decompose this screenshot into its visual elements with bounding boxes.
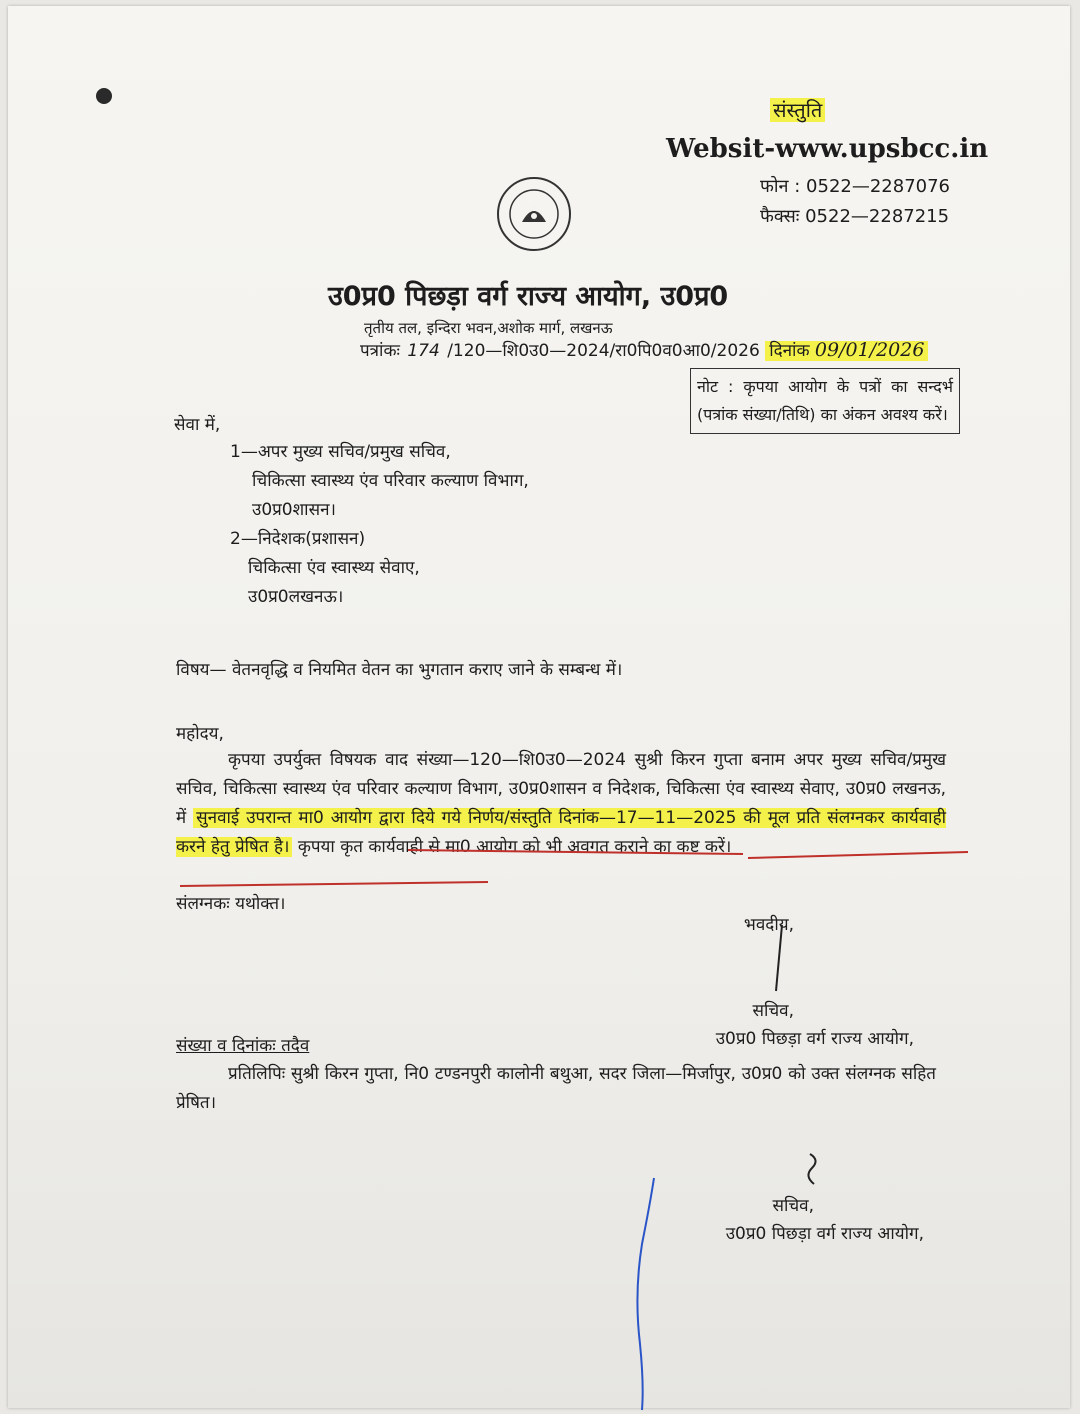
organisation: उ0प्र0 पिछड़ा वर्ग राज्य आयोग, [725, 1224, 924, 1244]
commission-title: उ0प्र0 पिछड़ा वर्ग राज्य आयोग, उ0प्र0 [328, 281, 729, 312]
document-page [8, 6, 1070, 1408]
copy-text-block [176, 1060, 936, 1118]
commission-address: तृतीय तल, इन्दिरा भवन,अशोक मार्ग, लखनऊ [364, 319, 613, 337]
enclosure-line: संलग्नकः यथोक्त। [176, 894, 286, 914]
date-highlight [765, 341, 928, 361]
date-label: दिनांक [769, 341, 810, 361]
addressee-line: उ0प्र0लखनऊ। [248, 587, 344, 607]
fax-line: फैक्सः 0522—2287215 [760, 206, 950, 227]
addressee-salutation: सेवा में, [174, 415, 221, 435]
body-text-end: कृपया कृत कार्यवाही से मा0 आयोग को भी अवगत कराने का कष्ट करें। [297, 837, 732, 857]
addressee-line: 1—अपर मुख्य सचिव/प्रमुख सचिव, [230, 442, 451, 462]
initial-signature-icon [798, 1150, 828, 1190]
body-text: कृपया उपर्युक्त विषयक वाद संख्या—120—शि0उ0—2024 सुश्री किरन गुप्ता बनाम अपर मुख्य सचिव/प्रमुख सचिव, चिकित्सा स्वास्थ्य एंव परिवार कल्याण विभाग, उ0प्र0शासन व निदेशक, चिकित्सा एंव स्वास्थ्य सेवाए, उ0प्र0 लखनऊ, में [176, 750, 946, 828]
reference-line [360, 338, 928, 361]
addressee-block [230, 438, 529, 612]
copy-heading: संख्या व दिनांकः तदैव [176, 1036, 310, 1056]
reference-note-box: नोट : कृपया आयोग के पत्रों का सन्दर्भ (पत्रांक संख्या/तिथि) का अंकन अवश्य करें। [690, 368, 960, 434]
website-line: Websit-www.upsbcc.in [666, 134, 989, 164]
designation: सचिव, [752, 1001, 794, 1021]
reference-number: 174 [407, 341, 440, 361]
body-highlighted-text: सुनवाई उपरान्त मा0 आयोग द्वारा दिये गये निर्णय/संस्तुति दिनांक—17—11—2025 की मूल प्रति संलग्नकर कार्यवाही करने हेतु प्रेषित है। [176, 808, 947, 857]
red-underline-marks [158, 844, 978, 894]
copy-text: प्रतिलिपिः सुश्री किरन गुप्ता, नि0 टण्डनपुरी कालोनी बथुआ, सदर जिला—मिर्जापुर, उ0प्र0 को उक्त संलग्नक सहित प्रेषित। [176, 1064, 936, 1113]
blue-pen-stroke [624, 1174, 664, 1414]
closing: भवदीय, [743, 915, 794, 935]
addressee-line: 2—निदेशक(प्रशासन) [230, 529, 366, 549]
addressee-line: चिकित्सा स्वास्थ्य एंव परिवार कल्याण विभाग, [252, 471, 529, 491]
organisation: उ0प्र0 पिछड़ा वर्ग राज्य आयोग, [715, 1029, 914, 1049]
punch-hole [96, 88, 112, 104]
signature-stroke-icon [764, 921, 794, 997]
reference-prefix: पत्रांकः [360, 341, 400, 361]
signature-block-2 [684, 1192, 924, 1248]
date-value: 09/01/2026 [814, 339, 925, 361]
designation: सचिव, [772, 1196, 814, 1216]
greeting: महोदय, [176, 724, 224, 744]
recommendation-tag: संस्तुति [770, 96, 825, 123]
addressee-line: उ0प्र0शासन। [252, 500, 336, 520]
subject-line: विषय— वेतनवृद्धि व नियमित वेतन का भुगतान कराए जाने के सम्बन्ध में। [176, 660, 623, 680]
addressee-line: चिकित्सा एंव स्वास्थ्य सेवाए, [248, 558, 420, 578]
phone-line: फोन : 0522—2287076 [760, 176, 951, 197]
commission-seal-icon [496, 176, 572, 252]
reference-code: /120—शि0उ0—2024/रा0पि0व0आ0/2026 [447, 341, 760, 361]
